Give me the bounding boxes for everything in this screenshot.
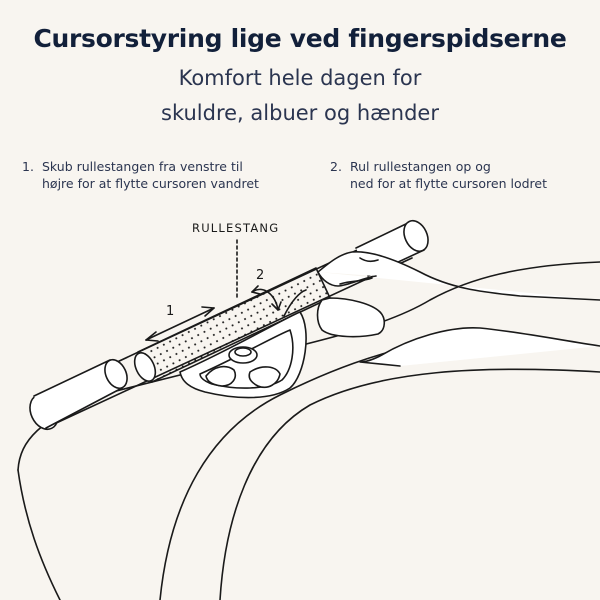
palm-rest-outline-icon [220, 369, 600, 600]
center-button-icon [229, 347, 257, 363]
arrow-1-number: 1 [166, 304, 175, 319]
subheadline-line-1: Komfort hele dagen for [178, 66, 422, 90]
rollerbar-label: RULLESTANG [192, 221, 280, 235]
step-2-line-1: Rul rullestangen op og [350, 159, 491, 174]
step-1-number: 1. [22, 159, 34, 174]
arrow-2-number: 2 [256, 268, 265, 283]
step-2-line-2: ned for at flytte cursoren lodret [350, 176, 548, 191]
keyboard-left-edge-icon [18, 470, 60, 600]
headline: Cursorstyring lige ved fingerspidserne [33, 24, 567, 53]
step-2-number: 2. [330, 159, 342, 174]
hand-thumb-icon [318, 298, 385, 337]
step-1-line-1: Skub rullestangen fra venstre til [42, 159, 243, 174]
step-1-line-2: højre for at flytte cursoren vandret [42, 176, 259, 191]
subheadline-line-2: skuldre, albuer og hænder [161, 101, 439, 125]
